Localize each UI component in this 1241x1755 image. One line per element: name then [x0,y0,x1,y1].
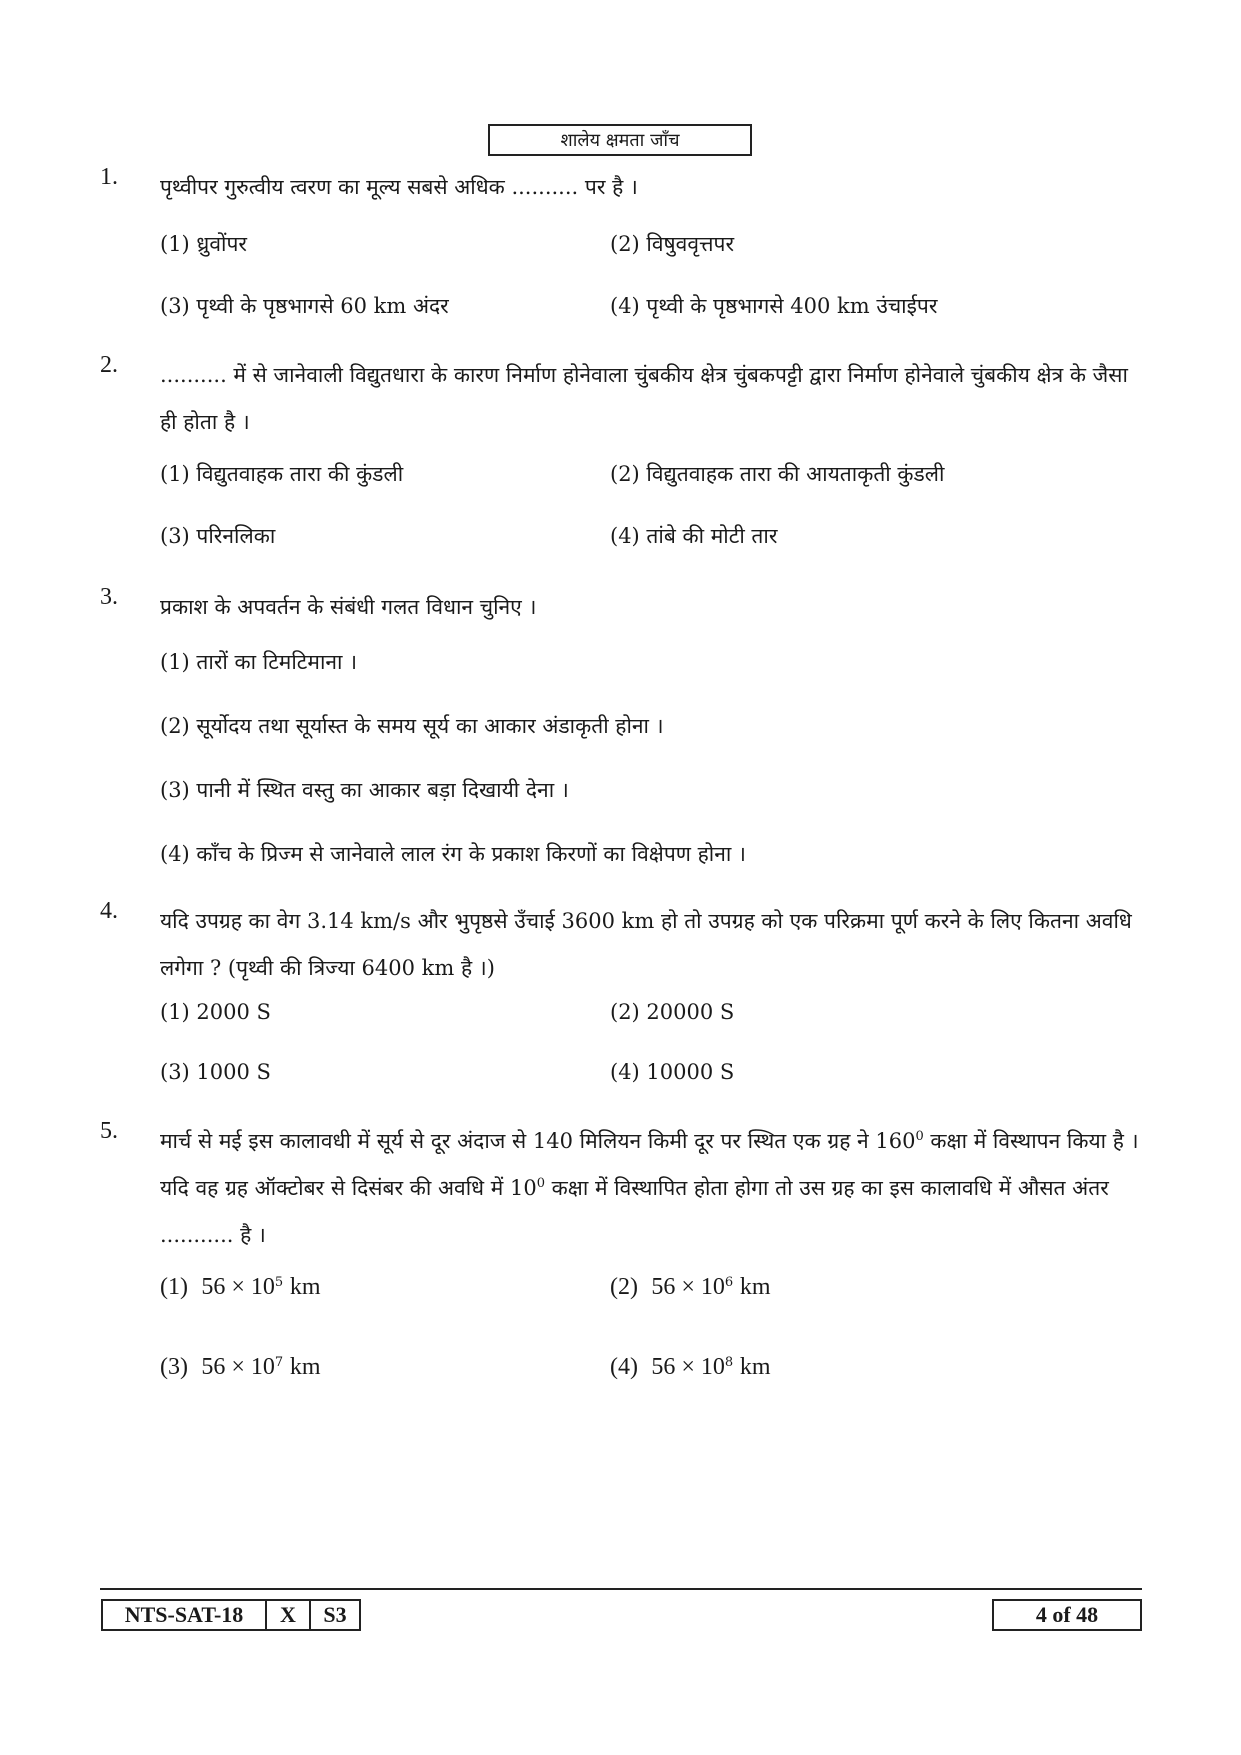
option-label: (4) [610,1354,638,1380]
q4-option-3: (3) 1000 S [160,1060,271,1084]
option-label: (3) [160,1354,188,1380]
question-number: 4. [100,898,118,924]
option-base: 56 × 10 [201,1274,275,1300]
question-number: 5. [100,1118,118,1144]
option-unit: km [289,1354,321,1380]
question-text [160,1118,1142,1259]
option-exponent: 5 [274,1275,284,1290]
section-title: शालेय क्षमता जाँच [488,124,752,156]
question-4 [100,898,1142,992]
option-base: 56 × 10 [201,1354,275,1380]
footer-divider [100,1588,1142,1590]
question-2 [100,352,1142,446]
paper-code: NTS-SAT-18 [103,1601,267,1629]
q1-option-3: (3) पृथ्वी के पृष्ठभागसे 60 km अंदर [160,294,449,318]
option-label: (2) [610,1274,638,1300]
q4-option-1: (1) 2000 S [160,1000,271,1024]
question-number: 2. [100,352,118,378]
q5-option-3 [160,1354,321,1381]
q1-option-4: (4) पृथ्वी के पृष्ठभागसे 400 km उंचाईपर [610,294,938,318]
question-text: यदि उपग्रह का वेग 3.14 km/s और भुपृष्ठसे उँचाई 3600 km हो तो उपग्रह को एक परिक्रमा पूर्ण करने के लिए कितना अवधि लगेगा ? (पृथ्वी की त्रिज्या 6400 km है ।) [160,909,1132,980]
option-exponent: 7 [274,1355,284,1370]
degree-superscript: 0 [536,1176,545,1191]
option-exponent: 8 [724,1355,734,1370]
question-text: प्रकाश के अपवर्तन के संबंधी गलत विधान चुनिए । [160,595,537,619]
option-base: 56 × 10 [651,1274,725,1300]
q5-option-2 [610,1274,771,1301]
option-unit: km [739,1354,771,1380]
q3-option-2: (2) सूर्योदय तथा सूर्यास्त के समय सूर्य का आकार अंडाकृती होना । [160,714,664,738]
q1-option-1: (1) ध्रुवोंपर [160,232,247,256]
q2-option-1: (1) विद्युतवाहक तारा की कुंडली [160,462,404,486]
q1-option-2: (2) विषुववृत्तपर [610,232,735,256]
option-base: 56 × 10 [651,1354,725,1380]
question-number: 3. [100,584,118,610]
question-number: 1. [100,164,118,190]
question-1 [100,164,1142,211]
option-unit: km [289,1274,321,1300]
q2-option-2: (2) विद्युतवाहक तारा की आयताकृती कुंडली [610,462,945,486]
option-exponent: 6 [724,1275,734,1290]
question-text: .......... में से जानेवाली विद्युतधारा के कारण निर्माण होनेवाला चुंबकीय क्षेत्र चुंबकपट्टी द्वारा निर्माण होनेवाले चुंबकीय क्षेत्र के जैसा ही होता है । [160,363,1128,434]
question-text: पृथ्वीपर गुरुत्वीय त्वरण का मूल्य सबसे अधिक .......... पर है । [160,175,638,199]
class-code: X [267,1601,311,1629]
question-text-part: कक्षा में विस्थापित होता होगा तो उस ग्रह का इस कालावधि में औसत अंतर ........... है । [160,1176,1109,1247]
paper-code-table [101,1599,361,1631]
q5-option-4 [610,1354,771,1381]
q2-option-3: (3) परिनलिका [160,524,276,548]
q3-option-1: (1) तारों का टिमटिमाना । [160,650,358,674]
degree-superscript: 0 [915,1129,924,1144]
option-unit: km [739,1274,771,1300]
set-code: S3 [323,1602,347,1627]
question-3 [100,584,1142,631]
q4-option-2: (2) 20000 S [610,1000,735,1024]
option-label: (1) [160,1274,188,1300]
q4-option-4: (4) 10000 S [610,1060,735,1084]
q5-option-1 [160,1274,321,1301]
q2-option-4: (4) तांबे की मोटी तार [610,524,778,548]
question-text-part: कक्षा में विस्थापन किया है । यदि वह ग्रह ऑक्टोबर से दिसंबर की अवधि में 10 [160,1129,1139,1200]
q3-option-3: (3) पानी में स्थित वस्तु का आकार बड़ा दिखायी देना । [160,778,569,802]
q3-option-4: (4) काँच के प्रिज्म से जानेवाले लाल रंग के प्रकाश किरणों का विक्षेपण होना । [160,842,746,866]
question-text-part: मार्च से मई इस कालावधी में सूर्य से दूर अंदाज से 140 मिलियन किमी दूर पर स्थित एक ग्रह ने 160 [160,1129,916,1153]
question-5 [100,1118,1142,1259]
page-number: 4 of 48 [992,1599,1142,1631]
